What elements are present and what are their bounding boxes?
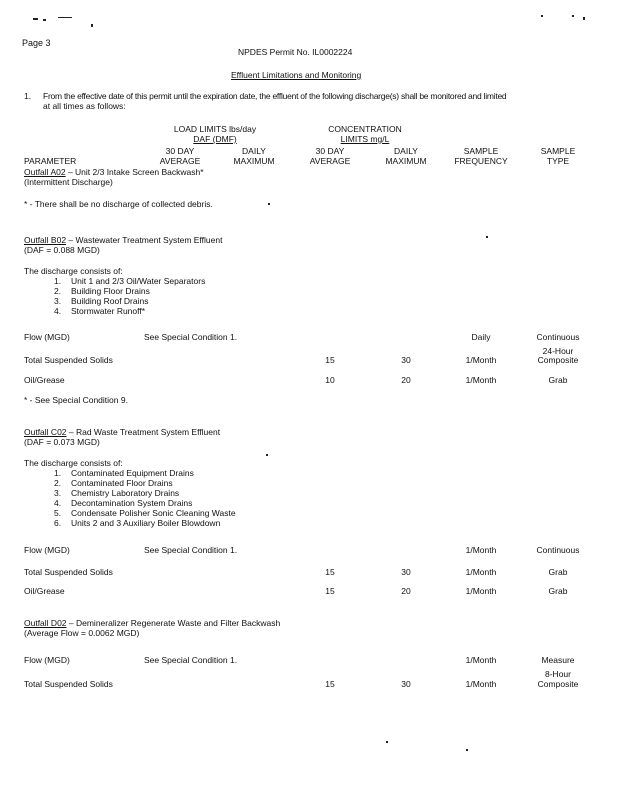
d02-tss-avg: 15	[325, 679, 335, 689]
outfall-c02-id: Outfall C02	[24, 427, 67, 437]
list-item: Stormwater Runoff*	[71, 306, 146, 316]
b02-tss-param: Total Suspended Solids	[24, 355, 113, 365]
b02-tss-type: 24-Hour	[542, 346, 574, 356]
b02-oil-max: 20	[401, 375, 411, 385]
scan-speck	[386, 741, 388, 743]
c02-oil-param: Oil/Grease	[24, 586, 65, 596]
c02-flow-param: Flow (MGD)	[24, 545, 70, 555]
b02-tss-frequency: 1/Month	[465, 355, 497, 365]
list-item-number: 3.	[54, 296, 62, 306]
list-item: Contaminated Equipment Drains	[71, 468, 194, 478]
col-sample-frequency-2: FREQUENCY	[454, 156, 508, 166]
outfall-c02-heading	[24, 427, 220, 437]
list-item-number: 1.	[54, 468, 62, 478]
scan-speck	[541, 15, 543, 17]
b02-flow-type: Continuous	[536, 332, 580, 342]
b02-tss-avg: 15	[325, 355, 335, 365]
b02-oil-param: Oil/Grease	[24, 375, 65, 385]
concentration-units: LIMITS mg/L	[340, 134, 390, 144]
col-conc-30day-avg: AVERAGE	[309, 156, 351, 166]
outfall-a02-heading	[24, 167, 204, 177]
outfall-b02-note: * - See Special Condition 9.	[24, 395, 128, 405]
outfall-a02-id: Outfall A02	[24, 167, 66, 177]
outfall-b02-id: Outfall B02	[24, 235, 67, 245]
outfall-a02-subtitle: (Intermittent Discharge)	[24, 177, 113, 187]
c02-tss-max: 30	[401, 567, 411, 577]
col-load-daily: DAILY	[242, 146, 266, 156]
scan-speck	[583, 17, 585, 20]
outfall-c02-daf: (DAF = 0.073 MGD)	[24, 437, 100, 447]
scan-speck	[58, 17, 72, 18]
col-load-daily-max: MAXIMUM	[233, 156, 275, 166]
scan-speck	[466, 749, 468, 751]
intro-line-1: From the effective date of this permit until the expiration date, the effluent of the following discharge(s) shall be monitored and limited	[43, 91, 507, 101]
col-sample-type: SAMPLE	[540, 146, 576, 156]
c02-oil-type: Grab	[548, 586, 568, 596]
col-sample-type-2: TYPE	[546, 156, 570, 166]
b02-flow-condition: See Special Condition 1.	[144, 332, 238, 342]
list-item-number: 2.	[54, 286, 62, 296]
list-item-number: 4.	[54, 498, 62, 508]
outfall-d02-title: – Demineralizer Regenerate Waste and Filter Backwash	[66, 618, 281, 628]
list-item: Unit 1 and 2/3 Oil/Water Separators	[71, 276, 206, 286]
b02-tss-type-2: Composite	[537, 355, 579, 365]
c02-flow-frequency: 1/Month	[465, 545, 497, 555]
c02-tss-frequency: 1/Month	[465, 567, 497, 577]
scan-speck	[43, 19, 46, 21]
permit-number: NPDES Permit No. IL0002224	[238, 47, 353, 57]
list-item-number: 3.	[54, 488, 62, 498]
col-load-30day: 30 DAY	[165, 146, 195, 156]
list-item: Chemistry Laboratory Drains	[71, 488, 180, 498]
c02-flow-condition: See Special Condition 1.	[144, 545, 238, 555]
c02-tss-avg: 15	[325, 567, 335, 577]
outfall-b02-consists: The discharge consists of:	[24, 266, 123, 276]
list-item: Condensate Polisher Sonic Cleaning Waste	[71, 508, 236, 518]
scan-speck	[33, 18, 38, 20]
col-parameter: PARAMETER	[24, 156, 77, 166]
c02-tss-param: Total Suspended Solids	[24, 567, 113, 577]
outfall-c02-consists: The discharge consists of:	[24, 458, 123, 468]
scan-speck	[268, 203, 270, 205]
list-item: Units 2 and 3 Auxiliary Boiler Blowdown	[71, 518, 221, 528]
b02-oil-frequency: 1/Month	[465, 375, 497, 385]
outfall-a02-title: – Unit 2/3 Intake Screen Backwash*	[65, 167, 204, 177]
list-item: Building Floor Drains	[71, 286, 150, 296]
outfall-d02-heading	[24, 618, 280, 628]
b02-flow-param: Flow (MGD)	[24, 332, 70, 342]
outfall-c02-title: – Rad Waste Treatment System Effluent	[66, 427, 221, 437]
page-number: Page 3	[22, 38, 51, 48]
scan-speck	[91, 24, 93, 27]
c02-oil-frequency: 1/Month	[465, 586, 497, 596]
list-item-number: 1.	[54, 276, 62, 286]
d02-tss-type-2: Composite	[537, 679, 579, 689]
outfall-d02-daf: (Average Flow = 0.0062 MGD)	[24, 628, 140, 638]
d02-flow-param: Flow (MGD)	[24, 655, 70, 665]
d02-flow-frequency: 1/Month	[465, 655, 497, 665]
col-conc-30day: 30 DAY	[315, 146, 345, 156]
c02-tss-type: Grab	[548, 567, 568, 577]
list-item: Decontamination System Drains	[71, 498, 193, 508]
outfall-b02-title: – Wastewater Treatment System Effluent	[66, 235, 223, 245]
list-item: Building Roof Drains	[71, 296, 149, 306]
col-conc-daily: DAILY	[394, 146, 418, 156]
d02-flow-condition: See Special Condition 1.	[144, 655, 238, 665]
scan-speck	[572, 15, 574, 17]
c02-oil-avg: 15	[325, 586, 335, 596]
list-item-number: 2.	[54, 478, 62, 488]
intro-number: 1.	[24, 91, 32, 101]
section-title: Effluent Limitations and Monitoring	[231, 70, 362, 80]
load-limits-header: LOAD LIMITS lbs/day	[173, 124, 257, 134]
b02-oil-type: Grab	[548, 375, 568, 385]
outfall-b02-daf: (DAF = 0.088 MGD)	[24, 245, 100, 255]
d02-tss-param: Total Suspended Solids	[24, 679, 113, 689]
col-load-30day-avg: AVERAGE	[159, 156, 201, 166]
list-item-number: 5.	[54, 508, 62, 518]
outfall-a02-note: * - There shall be no discharge of collected debris.	[24, 199, 213, 209]
d02-flow-type: Measure	[541, 655, 575, 665]
b02-tss-max: 30	[401, 355, 411, 365]
scan-speck	[486, 236, 488, 238]
d02-tss-max: 30	[401, 679, 411, 689]
c02-flow-type: Continuous	[536, 545, 580, 555]
b02-oil-avg: 10	[325, 375, 335, 385]
list-item: Contaminated Floor Drains	[71, 478, 173, 488]
d02-tss-type: 8-Hour	[545, 669, 571, 679]
d02-tss-frequency: 1/Month	[465, 679, 497, 689]
outfall-d02-id: Outfall D02	[24, 618, 67, 628]
b02-flow-frequency: Daily	[471, 332, 491, 342]
load-limits-daf: DAF (DMF)	[193, 134, 237, 144]
concentration-header: CONCENTRATION	[328, 124, 402, 134]
outfall-b02-heading	[24, 235, 222, 245]
intro-line-2: at all times as follows:	[43, 101, 126, 111]
list-item-number: 6.	[54, 518, 62, 528]
scan-speck	[266, 454, 268, 456]
col-conc-daily-max: MAXIMUM	[385, 156, 427, 166]
list-item-number: 4.	[54, 306, 62, 316]
col-sample-frequency: SAMPLE	[463, 146, 499, 156]
c02-oil-max: 20	[401, 586, 411, 596]
